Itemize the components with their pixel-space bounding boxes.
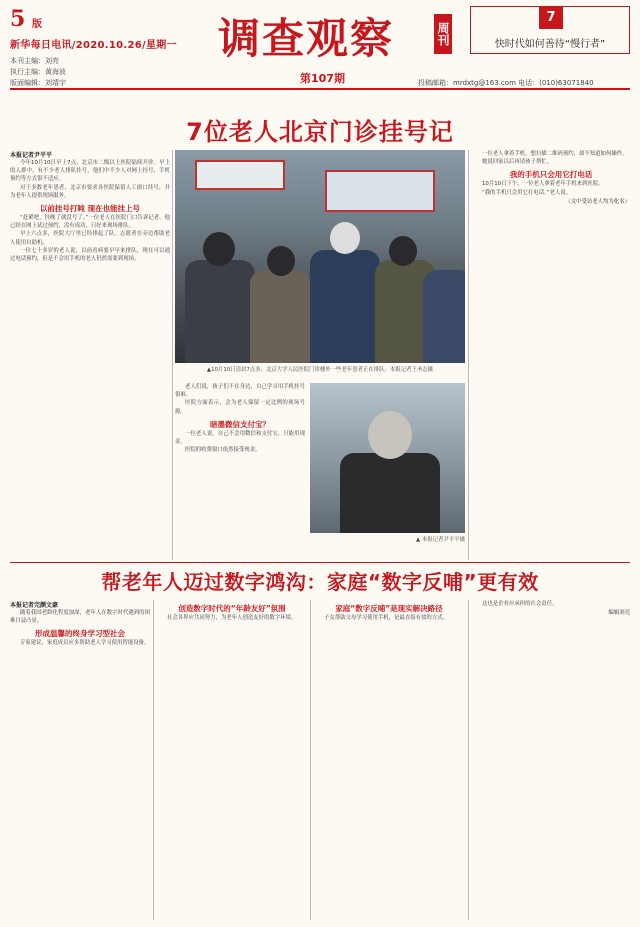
paragraph: 随着我国老龄化程度加深，老年人在数字时代遇到的困难日益凸显。 [10, 610, 150, 625]
masthead-subtitle: 周刊 [434, 14, 452, 54]
hospital-sign-right [325, 170, 435, 212]
editor-line: 本刊主编：刘亮 [10, 57, 59, 65]
story1-column-2 [175, 383, 305, 560]
subheading: 以前挂号打盹 现在也能挂上号 [39, 204, 141, 214]
story2-column-3 [314, 600, 464, 920]
queue-photo [175, 150, 465, 363]
paragraph: 专家建议，家庭成员应多帮助老人学习使用智能设备。 [20, 640, 150, 647]
paragraph: 10月10日下午，一位老人拿着老年手机来到医院。 [482, 181, 604, 188]
masthead-title: 调查观察 [218, 14, 395, 63]
column-divider [172, 150, 173, 560]
person [185, 260, 255, 363]
dateline: 新华每日电讯/2020.10.26/星期一 [10, 40, 177, 51]
masthead [218, 6, 458, 66]
story2-column-4 [472, 600, 630, 920]
person [423, 270, 465, 363]
paragraph: 一位七十多岁的老人说，以前看病要早早来排队，现在可以通过电话预约，但是不会用手机的老人仍然需要到现场。 [10, 247, 170, 263]
person [340, 453, 440, 533]
teaser-text: 快时代如何善待“慢行者” [494, 39, 606, 50]
teaser-box[interactable] [470, 6, 630, 54]
column-divider [468, 150, 469, 560]
story2-column-2 [157, 600, 307, 920]
paragraph: 医院方面表示，会为老人保留一定比例的现场号源。 [175, 400, 305, 415]
paragraph: “我的手机只会用它打电话。”老人说。 [482, 189, 572, 196]
story2-column-1 [10, 600, 150, 920]
note: （文中受访老人均为化名） [565, 198, 630, 205]
paragraph: 早上六点多，医院大厅里已经排起了队。志愿者在旁边帮助老人使用自助机。 [10, 231, 170, 246]
column-divider [468, 600, 469, 920]
paragraph: 她说回家以后再请孩子帮忙。 [482, 159, 553, 166]
person-head [203, 232, 235, 266]
story2-headline: 帮老年人迈过数字鸿沟：家庭“数字反哺”更有效 [101, 570, 539, 594]
paragraph: 子女帮助父母学习使用手机，是最直接有效的方式。 [324, 615, 448, 621]
story1-headline: 7位老人北京门诊挂号记 [186, 118, 454, 146]
paragraph: 一位老人拿着手机，想扫描二维码预约，却不知道如何操作。 [482, 151, 628, 157]
hospital-sign-left [195, 160, 285, 190]
photo-caption: ▲ 本报记者尹平平摄 [416, 537, 465, 543]
story1-column-4-sub [310, 430, 465, 431]
photo-caption: ▲10月10日清晨7点多，北京大学人民医院门诊楼外一些老年患者正在排队。本报记者王圣志摄 [206, 367, 434, 373]
editor-line: 版面编辑：刘靖宇 [10, 79, 66, 87]
header-rule [10, 88, 630, 90]
paragraph: 这也是企业应承担的社会责任。 [482, 601, 558, 607]
subheading: 我的手机只会用它打电话 [509, 170, 593, 180]
subheading: 形成温馨的终身学习型社会 [35, 629, 125, 639]
paragraph: 今年10月10日早上7点，北京市二级以上医院陆续开诊。早上的人群中，有不少老人排队挂号，他们中不少人对网上挂号、手机预约等方式很不适应。 [10, 160, 170, 183]
paragraph: 一位老人说，自己不会用微信和支付宝，只能用现金。 [175, 430, 305, 446]
story1-column-1 [10, 150, 170, 560]
column-divider [153, 600, 154, 920]
subheading: 创造数字时代的“年龄友好”氛围 [178, 604, 286, 613]
editor-credits [10, 56, 66, 89]
paragraph: “赶紧吧，挂晚了就没号了。”一位老人在医院门口告诉记者，他已经在网上试过预约，没有成功，只好来现场排队。 [10, 215, 170, 230]
byline: 本报记者尹平平 [10, 152, 53, 159]
paragraph: 对于多数老年患者，北京市要求各医院保留人工窗口挂号，并为老年人提供现场服务。 [10, 184, 170, 199]
contact-info: 投稿邮箱：mrdxtg@163.com 电话：(010)63071840 [418, 79, 594, 87]
teaser-page-number: 7 [539, 7, 563, 29]
person [310, 250, 380, 363]
editor-sign: 编辑刘亮 [608, 610, 630, 617]
person-head [389, 236, 417, 266]
person-head [267, 246, 295, 276]
person [250, 270, 310, 363]
page-label: 版 [32, 19, 42, 30]
elderly-woman-photo [310, 383, 465, 533]
subheading: 暗墨微信支付宝？ [210, 419, 270, 429]
story1-column-4 [472, 150, 630, 560]
paragraph: 老人们说，孩子们不在身边，自己学习用手机挂号很难。 [175, 384, 305, 399]
person-head [330, 222, 360, 254]
subheading: 家庭“数字反哺”是现实解决路径 [335, 604, 443, 613]
byline: 本报记者完颜文豪 [10, 602, 59, 609]
paragraph: 医院的收费窗口依然接受现金。 [185, 447, 261, 454]
page-number: 5 [10, 6, 26, 32]
editor-line: 执行主编：黄海波 [10, 68, 66, 76]
issue-number: 第107期 [300, 72, 345, 85]
section-rule [10, 562, 630, 563]
column-divider [310, 600, 311, 920]
paragraph: 社会各界应共同努力，为老年人创造友好的数字环境。 [167, 615, 297, 621]
person-head [368, 411, 412, 459]
